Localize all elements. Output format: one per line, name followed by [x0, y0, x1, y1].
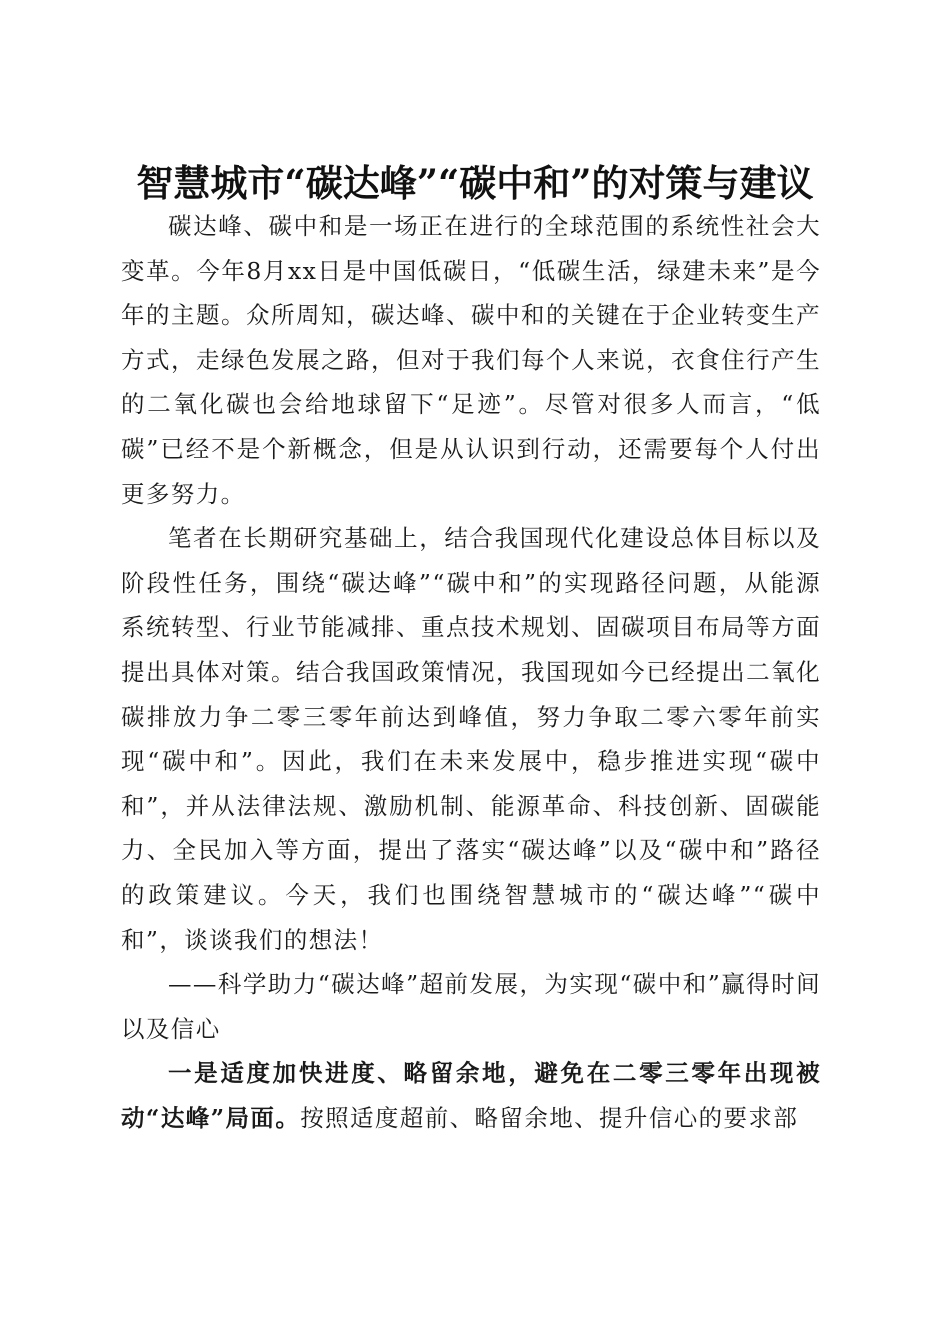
paragraph-point-one: [121, 1051, 821, 1140]
paragraph-intro: 碳达峰、碳中和是一场正在进行的全球范围的系统性社会大变革。今年8月xx日是中国低碳日，“低碳生活，绿建未来”是今年的主题。众所周知，碳达峰、碳中和的关键在于企业转变生产方式，走绿色发展之路，但对于我们每个人来说，衣食住行产生的二氧化碳也会给地球留下“足迹”。尽管对很多人而言，“低碳”已经不是个新概念，但是从认识到行动，还需要每个人付出更多努力。: [121, 212, 821, 508]
point-one-text: 按照适度超前、略留余地、提升信心的要求部: [300, 1103, 799, 1132]
document-body: [121, 204, 821, 1140]
point-one-lead: 一是适度加快进度、略留余地，避免在二零三零年出现被动“达峰”局面。: [121, 1059, 821, 1132]
paragraph-research: 笔者在长期研究基础上，结合我国现代化建设总体目标以及阶段性任务，围绕“碳达峰”“碳中和”的实现路径问题，从能源系统转型、行业节能减排、重点技术规划、固碳项目布局等方面提出具体对策。结合我国政策情况，我国现如今已经提出二氧化碳排放力争二零三零年前达到峰值，努力争取二零六零年前实现“碳中和”。因此，我们在未来发展中，稳步推进实现“碳中和”，并从法律法规、激励机制、能源革命、科技创新、固碳能力、全民加入等方面，提出了落实“碳达峰”以及“碳中和”路径的政策建议。今天，我们也围绕智慧城市的“碳达峰”“碳中和”，谈谈我们的想法！: [121, 524, 821, 954]
paragraph-section-heading: ——科学助力“碳达峰”超前发展，为实现“碳中和”赢得时间以及信心: [121, 970, 821, 1043]
document-title: 智慧城市“碳达峰”“碳中和”的对策与建议: [136, 160, 814, 205]
